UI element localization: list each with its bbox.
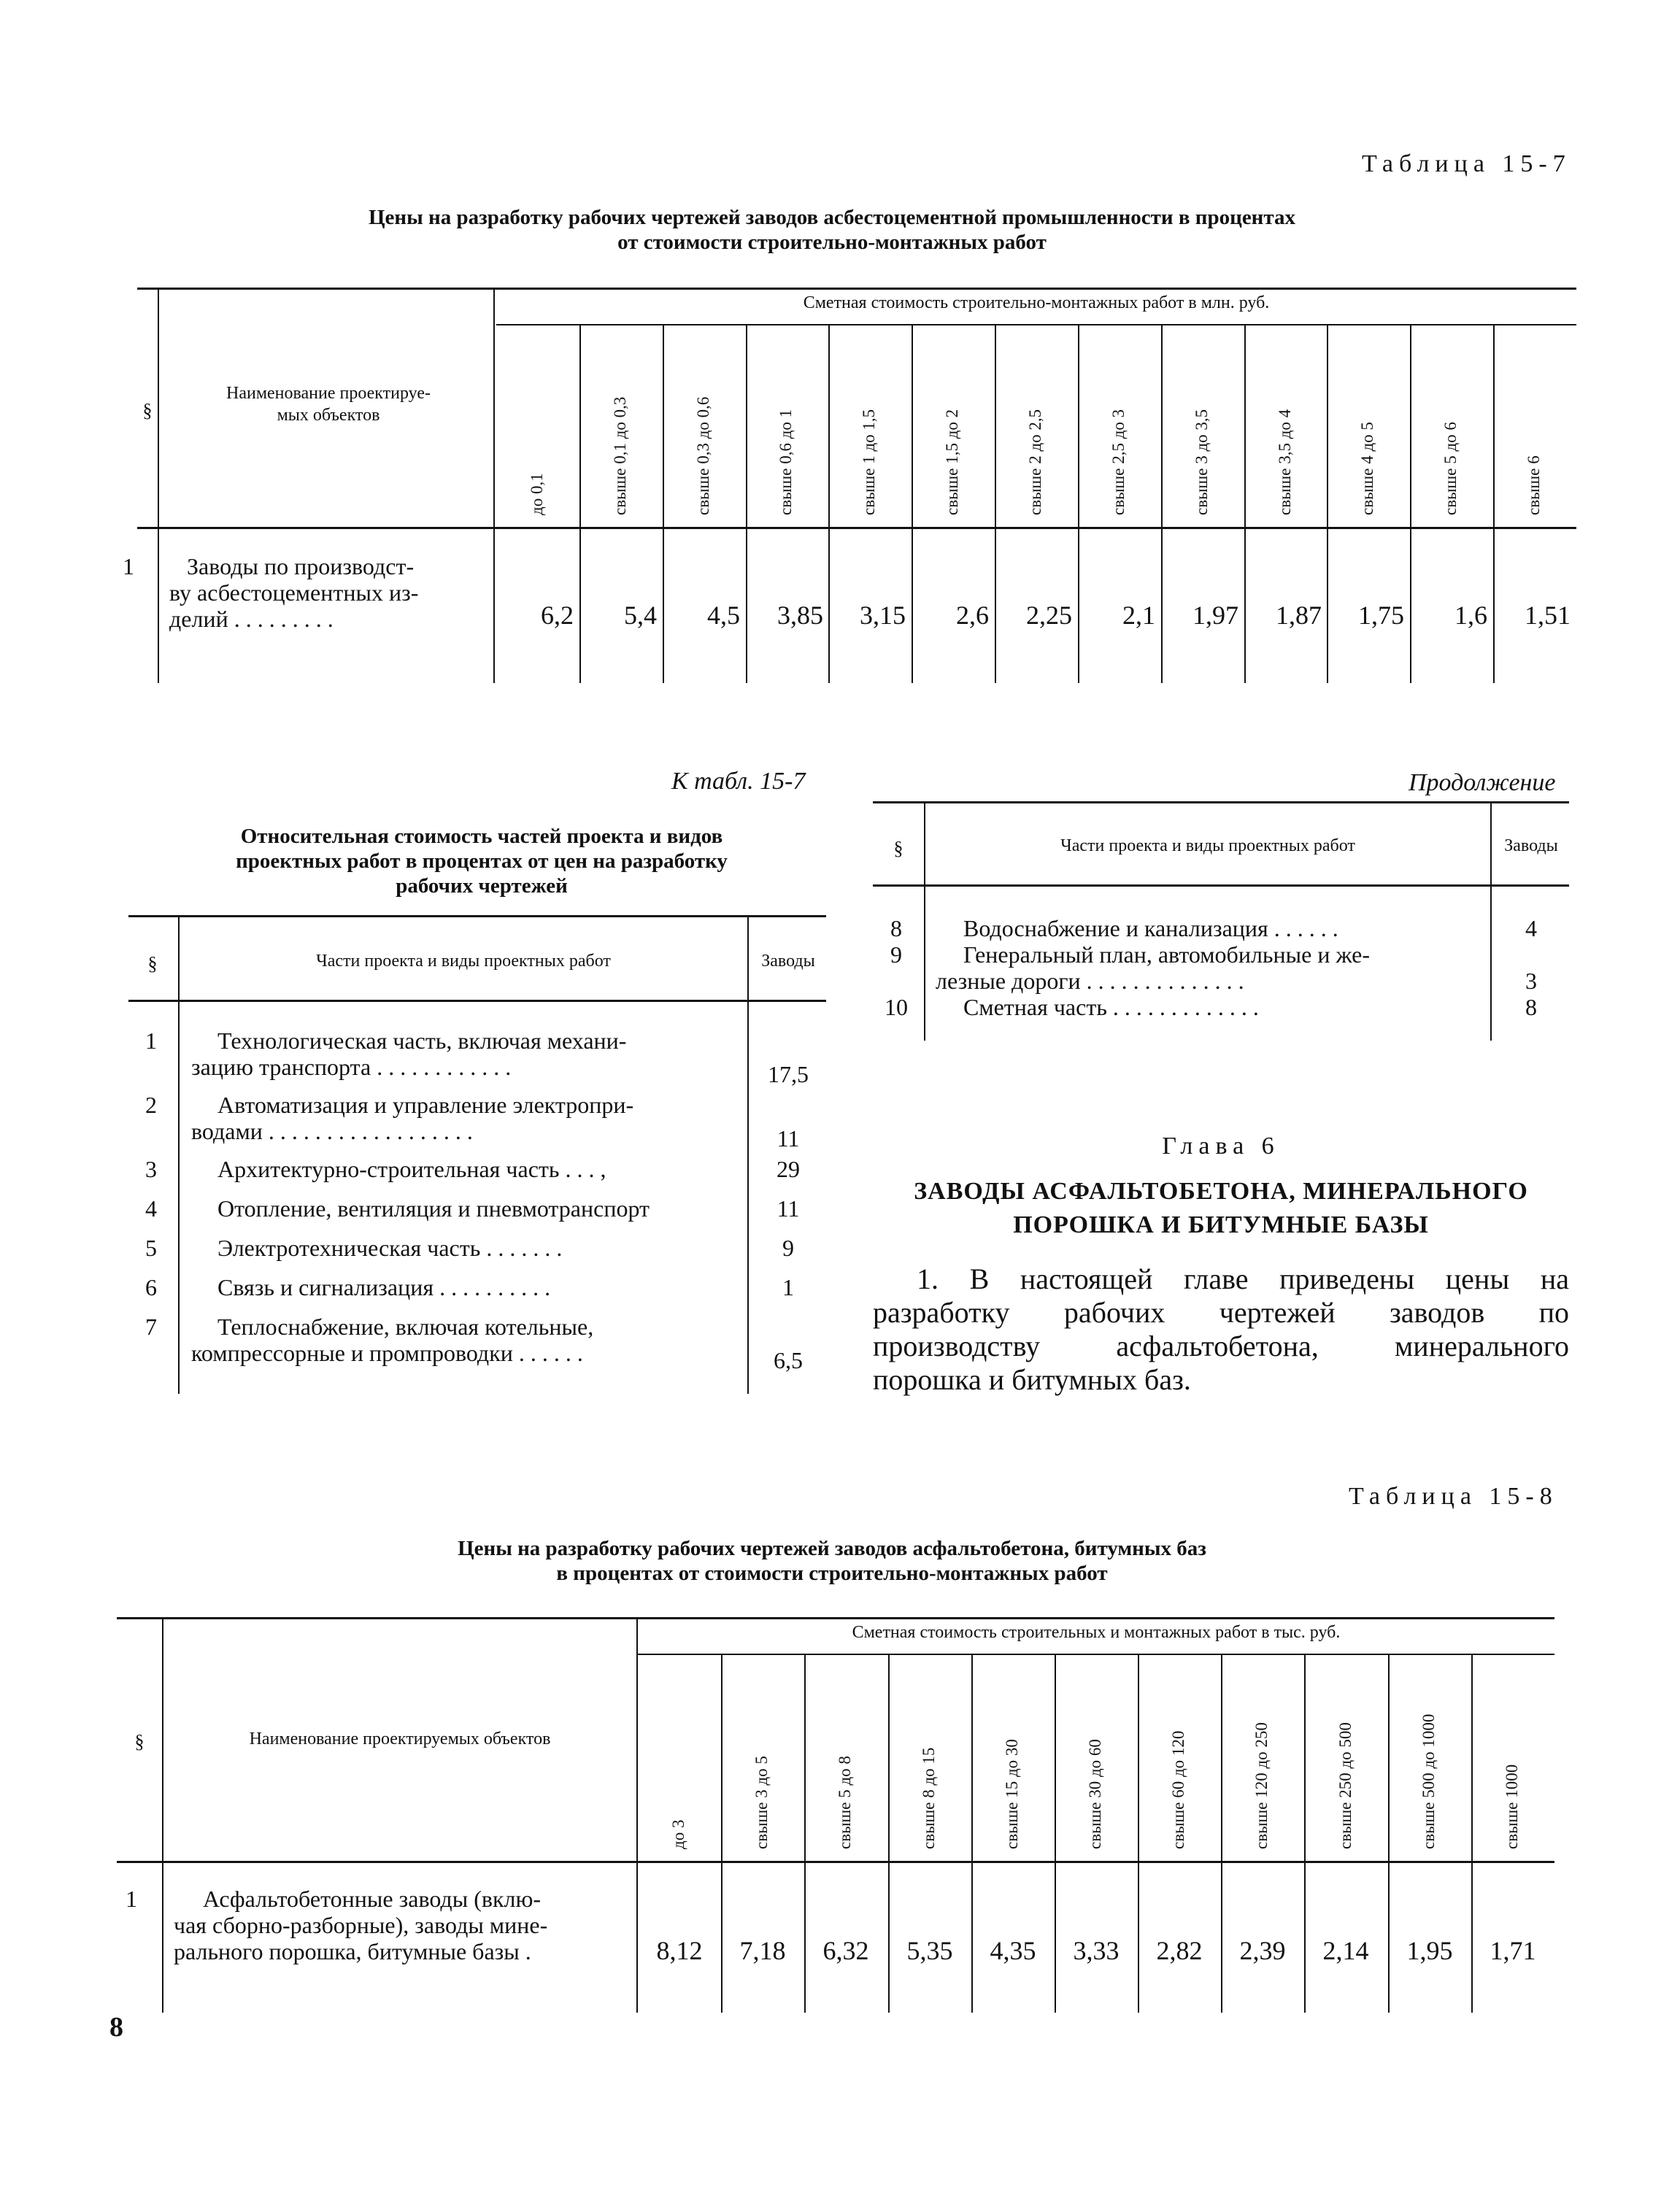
table4-value-cell: 2,82	[1156, 1936, 1203, 1965]
table2-row-num: 7	[145, 1314, 157, 1340]
table1-value-cell: 1,75	[1358, 601, 1404, 630]
table4-value-cell: 1,95	[1406, 1936, 1453, 1965]
table2-row-value: 11	[777, 1125, 800, 1152]
table2-col-parts: Части проекта и виды проектных работ	[316, 952, 611, 971]
table4-value-cell: 2,14	[1322, 1936, 1369, 1965]
table1-col-header: свыше 0,6 до 1	[777, 409, 795, 515]
table3-label: Продолжение	[1409, 769, 1556, 796]
table3-col-parts: Части проекта и виды проектных работ	[1060, 836, 1355, 855]
table1-col-header: свыше 2,5 до 3	[1109, 409, 1128, 515]
table1-col-header: свыше 0,3 до 0,6	[694, 396, 712, 515]
table3-col-section: §	[893, 838, 903, 859]
chapter-para-line2: разработку рабочих чертежей заводов по	[873, 1296, 1569, 1329]
table4-value-cell: 6,32	[822, 1936, 869, 1965]
table3-row-num: 8	[890, 915, 902, 941]
table2-row-text: Технологическая часть, включая механи-	[217, 1027, 627, 1054]
chapter-para-line3: производству асфальтобетона, минерального	[873, 1330, 1569, 1362]
table1-col-header: свыше 6	[1525, 455, 1543, 515]
table4-col-section: §	[134, 1731, 145, 1752]
table3-row-value: 3	[1525, 968, 1537, 994]
chapter-title-line1: ЗАВОДЫ АСФАЛЬТОБЕТОНА, МИНЕРАЛЬНОГО	[914, 1178, 1528, 1205]
table4-col-header: свыше 60 до 120	[1169, 1730, 1187, 1849]
chapter-label: Глава 6	[1162, 1133, 1280, 1160]
table1-col-name-line1: Наименование проектируе-	[226, 384, 431, 403]
table2-row-num: 2	[145, 1092, 157, 1118]
table1-col-section: §	[142, 400, 153, 421]
table2-row-value: 17,5	[768, 1061, 809, 1087]
table3-row-text: Водоснабжение и канализация . . . . . .	[963, 915, 1338, 941]
table4-row-num: 1	[126, 1886, 137, 1912]
table1-value-cell: 1,51	[1525, 601, 1571, 630]
page-number: 8	[109, 2012, 123, 2043]
table4-title-line1: Цены на разработку рабочих чертежей заводов асфальтобетона, битумных баз	[458, 1537, 1206, 1560]
table4-value-cell: 7,18	[739, 1936, 786, 1965]
table4-value-cell: 8,12	[656, 1936, 703, 1965]
table1-row-name-line3: делий . . . . . . . . .	[169, 606, 334, 632]
table1-row-num: 1	[123, 553, 134, 579]
table1-value-cell: 1,87	[1276, 601, 1322, 630]
chapter-para-line4: порошка и битумных баз.	[873, 1363, 1191, 1396]
table1-value-cell: 5,4	[624, 601, 657, 630]
table2-row-value: 9	[782, 1235, 794, 1261]
table2-row-value: 6,5	[774, 1347, 803, 1373]
table4-value-cell: 4,35	[990, 1936, 1036, 1965]
table4-row-name-line3: рального порошка, битумные базы .	[174, 1938, 531, 1964]
table2-row-value: 11	[777, 1195, 800, 1222]
table1-col-header: свыше 1 до 1,5	[860, 409, 878, 515]
table3-row-text: Генеральный план, автомобильные и же-	[963, 941, 1370, 968]
table4-cost-header: Сметная стоимость строительных и монтажных работ в тыс. руб.	[852, 1623, 1341, 1642]
table2-row-text: Связь и сигнализация . . . . . . . . . .	[217, 1274, 551, 1300]
table1-col-header: свыше 2 до 2,5	[1026, 409, 1044, 515]
table2-row-text: Теплоснабжение, включая котельные,	[217, 1314, 594, 1340]
table1-label: Таблица 15-7	[1362, 150, 1571, 177]
table2-row-num: 4	[145, 1195, 157, 1222]
table1-value-cell: 1,97	[1192, 601, 1238, 630]
table1-value-cell: 1,6	[1454, 601, 1487, 630]
table1-row-name-line1: Заводы по производст-	[187, 553, 415, 579]
table1-col-name-line2: мых объектов	[277, 406, 380, 425]
table1-col-header: свыше 1,5 до 2	[943, 409, 961, 515]
table4-label: Таблица 15-8	[1349, 1483, 1558, 1510]
table4-row-name-line2: чая сборно-разборные), заводы мине-	[174, 1912, 548, 1938]
table2-row-text-cont: зацию транспорта . . . . . . . . . . . .	[191, 1054, 512, 1080]
table1-title-line2: от стоимости строительно-монтажных работ	[617, 231, 1047, 254]
table2-label: К табл. 15-7	[671, 768, 806, 795]
table1-value-cell: 3,85	[777, 601, 823, 630]
table4-col-header: свыше 3 до 5	[752, 1756, 771, 1849]
table2-row-num: 5	[145, 1235, 157, 1261]
table3-row-text: Сметная часть . . . . . . . . . . . . .	[963, 994, 1259, 1020]
table1-cost-header: Сметная стоимость строительно-монтажных работ в млн. руб.	[803, 293, 1270, 312]
table4-col-header: свыше 5 до 8	[836, 1756, 854, 1849]
table2-col-plants: Заводы	[761, 952, 815, 971]
table1-col-header: свыше 3,5 до 4	[1276, 409, 1294, 515]
table3-col-plants: Заводы	[1504, 836, 1558, 855]
table1-value-cell: 2,1	[1122, 601, 1155, 630]
table3-row-text-cont: лезные дороги . . . . . . . . . . . . . .	[936, 968, 1244, 994]
table1-title-line1: Цены на разработку рабочих чертежей заводов асбестоцементной промышленности в процентах	[368, 206, 1295, 229]
table1-value-cell: 6,2	[541, 601, 574, 630]
chapter-para-line1: 1. В настоящей главе приведены цены на	[917, 1262, 1569, 1295]
table4-value-cell: 1,71	[1490, 1936, 1536, 1965]
table1-value-cell: 2,6	[956, 601, 989, 630]
table1-col-header: свыше 5 до 6	[1441, 422, 1460, 515]
table2-row-num: 3	[145, 1156, 157, 1182]
table4-row-name-line1: Асфальтобетонные заводы (вклю-	[203, 1886, 542, 1912]
table1-value-cell: 2,25	[1026, 601, 1072, 630]
table1-value-cell: 3,15	[860, 601, 906, 630]
table4-value-cell: 5,35	[906, 1936, 953, 1965]
table4-col-header: свыше 500 до 1000	[1419, 1713, 1438, 1849]
table3-row-num: 10	[885, 994, 908, 1020]
table4-col-header: свыше 8 до 15	[920, 1747, 938, 1849]
table2-row-text-cont: компрессорные и промпроводки . . . . . .	[191, 1340, 583, 1366]
table2-row-text-cont: водами . . . . . . . . . . . . . . . . . .	[191, 1118, 473, 1144]
table4-title-line2: в процентах от стоимости строительно-монтажных работ	[556, 1562, 1108, 1585]
table2-title-line2: проектных работ в процентах от цен на разработку	[236, 849, 728, 873]
table2-title-line1: Относительная стоимость частей проекта и видов	[240, 825, 723, 848]
table4-col-header: свыше 120 до 250	[1252, 1722, 1271, 1849]
table3-row-value: 8	[1525, 994, 1537, 1020]
table4-col-header: свыше 15 до 30	[1003, 1739, 1021, 1849]
table1-col-header: свыше 4 до 5	[1358, 422, 1376, 515]
table3-row-num: 9	[890, 941, 902, 968]
table2-row-text: Архитектурно-строительная часть . . . ,	[217, 1156, 606, 1182]
table1-col-header: свыше 3 до 3,5	[1192, 409, 1211, 515]
table4-value-cell: 2,39	[1239, 1936, 1286, 1965]
table4-col-header: свыше 1000	[1503, 1764, 1521, 1849]
table2-row-num: 1	[145, 1027, 157, 1054]
table1-col-header: до 0,1	[528, 473, 546, 515]
table4-col-header: свыше 250 до 500	[1336, 1722, 1355, 1849]
table2-title-line3: рабочих чертежей	[396, 874, 568, 898]
table1-row-name-line2: ву асбестоцементных из-	[169, 579, 419, 606]
table2-row-value: 29	[777, 1156, 800, 1182]
table4-col-header: до 3	[669, 1819, 687, 1849]
table1-value-cell: 4,5	[707, 601, 740, 630]
table4-col-header: свыше 30 до 60	[1086, 1739, 1104, 1849]
table2-row-text: Электротехническая часть . . . . . . .	[217, 1235, 563, 1261]
table4-value-cell: 3,33	[1073, 1936, 1120, 1965]
table2-row-text: Автоматизация и управление электропри-	[217, 1092, 634, 1118]
chapter-title-line2: ПОРОШКА И БИТУМНЫЕ БАЗЫ	[1013, 1211, 1429, 1238]
table4-col-name: Наименование проектируемых объектов	[249, 1730, 551, 1748]
table2-col-section: §	[147, 953, 158, 974]
table2-row-value: 1	[782, 1274, 794, 1300]
table2-row-text: Отопление, вентиляция и пневмотранспорт	[217, 1195, 650, 1222]
table1-col-header: свыше 0,1 до 0,3	[611, 396, 629, 515]
table2-row-num: 6	[145, 1274, 157, 1300]
table3-row-value: 4	[1525, 915, 1537, 941]
